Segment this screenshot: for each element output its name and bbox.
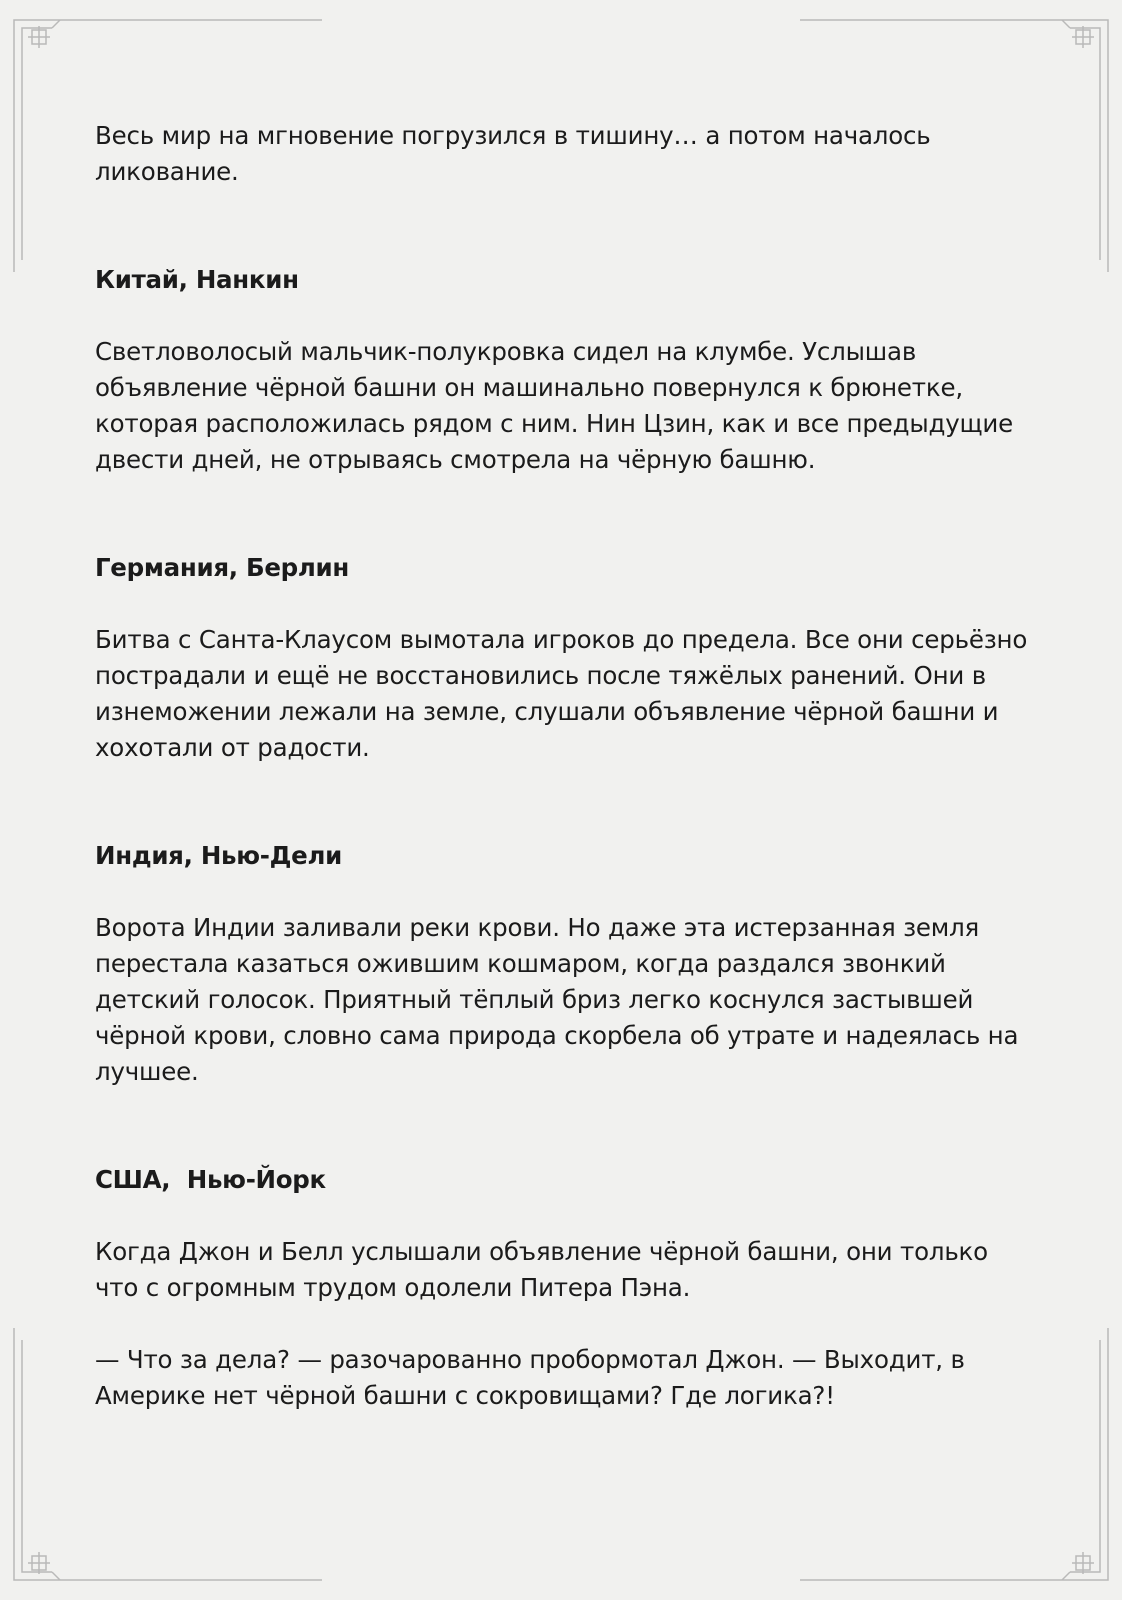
section-heading: Китай, Нанкин: [95, 265, 299, 294]
section-usa: [95, 1162, 1035, 1414]
section-germany: [95, 550, 1035, 766]
section-heading: Индия, Нью-Дели: [95, 841, 342, 870]
section-india: [95, 838, 1035, 1090]
section-heading: Германия, Берлин: [95, 553, 350, 582]
section-heading: США, Нью-Йорк: [95, 1165, 326, 1194]
intro-paragraph: Весь мир на мгновение погрузился в тишину… а потом началось ликование.: [95, 121, 931, 186]
text-body: [95, 118, 1035, 1414]
section-paragraph: Когда Джон и Белл услышали объявление чёрной башни, они только что с огромным трудом одолели Питера Пэна.: [95, 1237, 988, 1302]
section-paragraph: Светловолосый мальчик-полукровка сидел на клумбе. Услышав объявление чёрной башни он машинально повернулся к брюнетке, которая расположилась рядом с ним. Нин Цзин, как и все предыдущие двести дней, не отрываясь смотрела на чёрную башню.: [95, 337, 1013, 474]
section-paragraph: Ворота Индии заливали реки крови. Но даже эта истерзанная земля перестала казаться ожившим кошмаром, когда раздался звонкий детский голосок. Приятный тёплый бриз легко коснулся застывшей чёрной крови, словно сама природа скорбела об утрате и надеялась на лучшее.: [95, 913, 1019, 1086]
section-paragraph: Битва с Санта-Клаусом вымотала игроков до предела. Все они серьёзно пострадали и ещё не восстановились после тяжёлых ранений. Они в изнеможении лежали на земле, слушали объявление чёрной башни и хохотали от радости.: [95, 625, 1028, 762]
section-china: [95, 262, 1035, 478]
dialogue-paragraph: — Что за дела? — разочарованно пробормотал Джон. — Выходит, в Америке нет чёрной башни с сокровищами? Где логика?!: [95, 1345, 965, 1410]
